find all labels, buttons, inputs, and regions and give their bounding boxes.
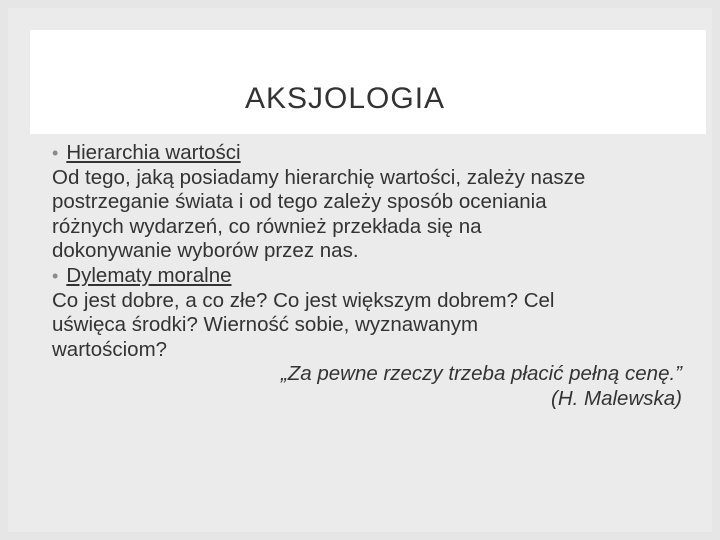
text-line: postrzeganie świata i od tego zależy sposób oceniania (52, 190, 547, 214)
text-line: wartościom? (52, 337, 168, 361)
quote-author: (H. Malewska) (551, 386, 682, 410)
heading-hierarchia: Hierarchia wartości (66, 141, 241, 164)
text-line: Od tego, jaką posiadamy hierarchię wartości, zależy nasze (52, 165, 586, 189)
heading-dylematy: Dylematy moralne (66, 263, 232, 287)
slide-content (52, 141, 692, 412)
bullet-icon: • (52, 143, 59, 163)
text-line: uświęca środki? Wierność sobie, wyznawanym (52, 313, 479, 337)
title-band (30, 30, 706, 134)
text-line: różnych wydarzeń, co również przekłada się na (52, 214, 482, 238)
slide-title: AKSJOLOGIA (245, 82, 446, 115)
quote: „Za pewne rzeczy trzeba płacić pełną cenę.” (280, 362, 682, 386)
text-line: dokonywanie wyborów przez nas. (52, 239, 359, 263)
bullet-icon: • (52, 265, 59, 286)
bullet-item-dylematy (52, 264, 692, 289)
bullet-item-hierarchia (52, 141, 692, 166)
text-line: Co jest dobre, a co złe? Co jest większym dobrem? Cel (52, 288, 555, 312)
